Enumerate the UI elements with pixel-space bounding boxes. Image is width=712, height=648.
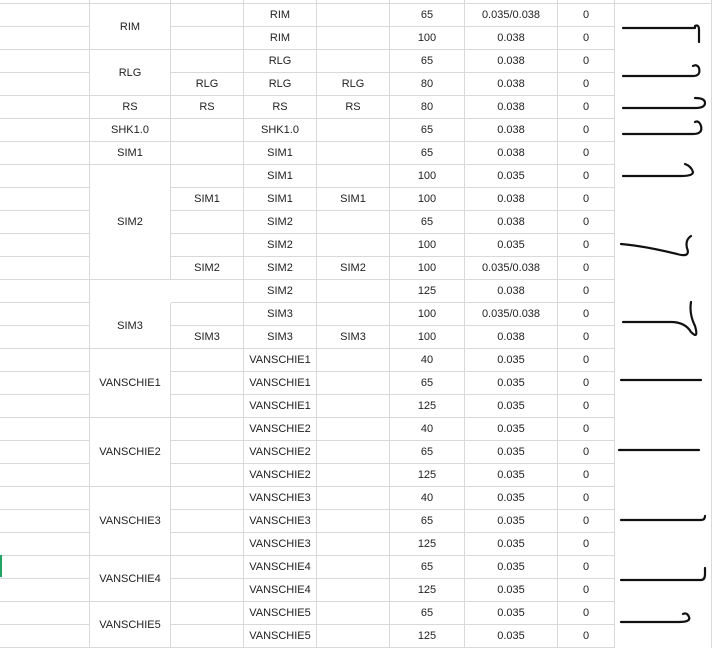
cell-b-merged[interactable]: VANSCHIE2 — [90, 418, 171, 487]
cell-e[interactable] — [317, 303, 390, 326]
cell-c[interactable] — [171, 395, 244, 418]
cell-f[interactable]: 65 — [390, 211, 465, 234]
shape-cell[interactable] — [615, 625, 712, 648]
cell-c[interactable] — [171, 4, 244, 27]
cell-e[interactable] — [317, 142, 390, 165]
row-cell-a[interactable] — [0, 96, 90, 119]
cell-f[interactable]: 65 — [390, 142, 465, 165]
cell-e[interactable] — [317, 510, 390, 533]
cell-e[interactable]: SIM2 — [317, 257, 390, 280]
cell-g[interactable]: 0.038 — [465, 326, 558, 349]
cell-h[interactable]: 0 — [558, 602, 615, 625]
cell-g[interactable]: 0.038 — [465, 211, 558, 234]
row-cell-a[interactable] — [0, 165, 90, 188]
cell-b-merged[interactable]: SIM2 — [90, 165, 171, 280]
hook-profile-path — [621, 236, 691, 255]
cell-h[interactable]: 0 — [558, 280, 615, 303]
cell-f[interactable]: 125 — [390, 579, 465, 602]
cell-h[interactable]: 0 — [558, 303, 615, 326]
cell-b-merged[interactable]: RS — [90, 96, 171, 119]
cell-c[interactable] — [171, 441, 244, 464]
cell-g[interactable]: 0.035 — [465, 349, 558, 372]
cell-c[interactable] — [171, 464, 244, 487]
row-cell-a[interactable] — [0, 303, 90, 326]
cell-e[interactable] — [317, 487, 390, 510]
cell-g[interactable]: 0.038 — [465, 142, 558, 165]
cell-e[interactable]: SIM1 — [317, 188, 390, 211]
cell-e[interactable] — [317, 211, 390, 234]
cell-e[interactable] — [317, 27, 390, 50]
cell-g[interactable]: 0.035 — [465, 395, 558, 418]
row-cell-a[interactable] — [0, 464, 90, 487]
cell-d[interactable]: SIM2 — [244, 211, 317, 234]
hook-profile-path — [623, 164, 693, 176]
cell-f[interactable]: 100 — [390, 303, 465, 326]
shape-cell[interactable] — [615, 533, 712, 556]
cell-g[interactable]: 0.038 — [465, 50, 558, 73]
cell-c[interactable]: SIM3 — [171, 326, 244, 349]
cell-h[interactable]: 0 — [558, 119, 615, 142]
cell-f[interactable]: 40 — [390, 487, 465, 510]
row-cell-a[interactable] — [0, 27, 90, 50]
row-cell-a[interactable] — [0, 349, 90, 372]
cell-h[interactable]: 0 — [558, 234, 615, 257]
hook-profile-path — [621, 568, 705, 580]
cell-f[interactable]: 125 — [390, 464, 465, 487]
cell-f[interactable]: 125 — [390, 395, 465, 418]
cell-c[interactable] — [171, 165, 244, 188]
cell-f[interactable]: 100 — [390, 326, 465, 349]
hook-profile-path — [623, 26, 699, 43]
cell-h[interactable]: 0 — [558, 556, 615, 579]
hook-down-small-icon — [615, 512, 711, 526]
cell-g[interactable]: 0.035 — [465, 556, 558, 579]
cell-d[interactable]: VANSCHIE5 — [244, 602, 317, 625]
row-cell-a[interactable] — [0, 50, 90, 73]
cell-g[interactable]: 0.035 — [465, 418, 558, 441]
row-cell-a[interactable] — [0, 257, 90, 280]
cell-c[interactable] — [171, 556, 244, 579]
cell-e[interactable] — [317, 280, 390, 303]
row-cell-a[interactable] — [0, 188, 90, 211]
cell-g[interactable]: 0.035/0.038 — [465, 257, 558, 280]
cell-b-merged[interactable]: SHK1.0 — [90, 119, 171, 142]
cell-c[interactable] — [171, 349, 244, 372]
row-cell-a[interactable] — [0, 441, 90, 464]
cell-g[interactable]: 0.035 — [465, 464, 558, 487]
cell-g[interactable]: 0.035 — [465, 579, 558, 602]
cell-c[interactable]: RLG — [171, 73, 244, 96]
cell-f[interactable]: 65 — [390, 4, 465, 27]
hook-v-icon — [615, 160, 711, 180]
cell-h[interactable]: 0 — [558, 4, 615, 27]
cell-g[interactable]: 0.035 — [465, 602, 558, 625]
hook-up-small-icon — [615, 566, 711, 584]
cell-h[interactable]: 0 — [558, 188, 615, 211]
cell-d[interactable]: VANSCHIE3 — [244, 533, 317, 556]
cell-h[interactable]: 0 — [558, 165, 615, 188]
row-cell-a[interactable] — [0, 211, 90, 234]
cell-h[interactable]: 0 — [558, 418, 615, 441]
cell-c[interactable] — [171, 418, 244, 441]
row-cell-a[interactable] — [0, 4, 90, 27]
cell-f[interactable]: 100 — [390, 257, 465, 280]
shape-cell[interactable] — [615, 418, 712, 441]
cell-b-merged[interactable]: SIM1 — [90, 142, 171, 165]
shape-cell[interactable] — [615, 188, 712, 211]
cell-h[interactable]: 0 — [558, 73, 615, 96]
row-cell-a[interactable] — [0, 280, 90, 303]
cell-b-merged[interactable]: VANSCHIE5 — [90, 602, 171, 648]
cell-c[interactable] — [171, 510, 244, 533]
cell-h[interactable]: 0 — [558, 96, 615, 119]
cell-h[interactable]: 0 — [558, 211, 615, 234]
cell-d[interactable]: SHK1.0 — [244, 119, 317, 142]
cell-f[interactable]: 65 — [390, 441, 465, 464]
cell-h[interactable]: 0 — [558, 625, 615, 648]
cell-f[interactable]: 40 — [390, 418, 465, 441]
hook-profile-path — [623, 98, 705, 108]
cell-d[interactable]: VANSCHIE3 — [244, 487, 317, 510]
cell-g[interactable]: 0.038 — [465, 96, 558, 119]
cell-e[interactable] — [317, 4, 390, 27]
cell-b-merged[interactable]: RLG — [90, 50, 171, 96]
row-cell-a[interactable] — [0, 234, 90, 257]
cell-e[interactable] — [317, 464, 390, 487]
hook-profile-path — [623, 302, 696, 335]
cell-g[interactable]: 0.035 — [465, 625, 558, 648]
cell-g[interactable]: 0.038 — [465, 27, 558, 50]
shape-cell[interactable] — [615, 487, 712, 510]
hook-profile-path — [621, 613, 689, 622]
cell-f[interactable]: 65 — [390, 556, 465, 579]
cell-d[interactable]: VANSCHIE4 — [244, 579, 317, 602]
cell-f[interactable]: 125 — [390, 625, 465, 648]
cell-d[interactable]: VANSCHIE3 — [244, 510, 317, 533]
row-cell-a[interactable] — [0, 625, 90, 648]
cell-f[interactable]: 100 — [390, 27, 465, 50]
cell-d[interactable]: VANSCHIE4 — [244, 556, 317, 579]
cell-e[interactable] — [317, 602, 390, 625]
cell-c[interactable] — [171, 487, 244, 510]
cell-h[interactable]: 0 — [558, 50, 615, 73]
cell-g[interactable]: 0.038 — [465, 119, 558, 142]
cell-e[interactable] — [317, 234, 390, 257]
cell-f[interactable]: 100 — [390, 234, 465, 257]
cell-e[interactable] — [317, 349, 390, 372]
cell-h[interactable]: 0 — [558, 372, 615, 395]
cell-e[interactable]: SIM3 — [317, 326, 390, 349]
cell-e[interactable] — [317, 165, 390, 188]
cell-b-merged[interactable]: SIM3 — [90, 303, 171, 349]
cell-d[interactable]: VANSCHIE1 — [244, 372, 317, 395]
cell-d[interactable]: SIM3 — [244, 326, 317, 349]
cell-d[interactable]: SIM3 — [244, 303, 317, 326]
cell-g[interactable]: 0.038 — [465, 188, 558, 211]
shape-cell[interactable] — [615, 464, 712, 487]
cell-c[interactable] — [171, 579, 244, 602]
cell-g[interactable]: 0.035/0.038 — [465, 4, 558, 27]
cell-h[interactable]: 0 — [558, 349, 615, 372]
cell-e[interactable] — [317, 556, 390, 579]
cell-d[interactable]: RLG — [244, 73, 317, 96]
cell-c[interactable] — [171, 119, 244, 142]
cell-g[interactable]: 0.035 — [465, 441, 558, 464]
cell-d[interactable]: VANSCHIE1 — [244, 395, 317, 418]
cell-f[interactable]: 65 — [390, 372, 465, 395]
cell-d[interactable]: VANSCHIE2 — [244, 464, 317, 487]
cell-d[interactable]: SIM2 — [244, 234, 317, 257]
row-cell-a[interactable] — [0, 487, 90, 510]
row-cell-a[interactable] — [0, 418, 90, 441]
cell-e[interactable]: RLG — [317, 73, 390, 96]
cell-e[interactable] — [317, 50, 390, 73]
cell-g[interactable]: 0.035 — [465, 533, 558, 556]
cell-h[interactable]: 0 — [558, 257, 615, 280]
cell-d[interactable]: RIM — [244, 27, 317, 50]
cell-g[interactable]: 0.035 — [465, 510, 558, 533]
cell-g[interactable]: 0.035/0.038 — [465, 303, 558, 326]
hook-u-up-icon — [615, 118, 711, 138]
cell-c[interactable] — [171, 372, 244, 395]
cell-c[interactable] — [171, 625, 244, 648]
cell-b-merged[interactable]: VANSCHIE3 — [90, 487, 171, 556]
row-cell-a[interactable] — [0, 510, 90, 533]
cell-e[interactable] — [317, 579, 390, 602]
cell-d[interactable]: SIM1 — [244, 188, 317, 211]
cell-d[interactable]: VANSCHIE2 — [244, 441, 317, 464]
cell-e[interactable] — [317, 395, 390, 418]
cell-f[interactable]: 125 — [390, 533, 465, 556]
cell-d[interactable]: VANSCHIE5 — [244, 625, 317, 648]
row-cell-a[interactable] — [0, 73, 90, 96]
shape-cell[interactable] — [615, 395, 712, 418]
cell-h[interactable]: 0 — [558, 27, 615, 50]
cell-c[interactable]: SIM2 — [171, 257, 244, 280]
cell-b-merged[interactable]: VANSCHIE1 — [90, 349, 171, 418]
cell-g[interactable]: 0.038 — [465, 73, 558, 96]
cell-h[interactable]: 0 — [558, 464, 615, 487]
cell-f[interactable]: 125 — [390, 280, 465, 303]
cell-d[interactable]: RS — [244, 96, 317, 119]
hook-down-icon — [615, 14, 711, 42]
cell-d[interactable]: SIM2 — [244, 257, 317, 280]
cell-h[interactable]: 0 — [558, 395, 615, 418]
cell-b-merged[interactable]: VANSCHIE4 — [90, 556, 171, 602]
cell-b-merged[interactable]: RIM — [90, 4, 171, 50]
cell-c[interactable] — [171, 280, 244, 303]
row-cell-a[interactable] — [0, 119, 90, 142]
cell-e[interactable]: RS — [317, 96, 390, 119]
cell-e[interactable] — [317, 119, 390, 142]
hook-tiny-icon — [615, 608, 711, 626]
hook-profile-path — [623, 65, 699, 76]
hook-u-icon — [615, 96, 711, 114]
cell-e[interactable] — [317, 372, 390, 395]
cell-c[interactable]: RS — [171, 96, 244, 119]
cell-c[interactable] — [171, 142, 244, 165]
cell-f[interactable]: 65 — [390, 510, 465, 533]
hook-profile-path — [623, 122, 701, 135]
cell-c[interactable] — [171, 211, 244, 234]
cell-c[interactable] — [171, 27, 244, 50]
row-cell-a[interactable] — [0, 602, 90, 625]
cell-f[interactable]: 100 — [390, 165, 465, 188]
hook-profile-path — [621, 516, 705, 520]
cell-h[interactable]: 0 — [558, 510, 615, 533]
shape-cell[interactable] — [615, 211, 712, 234]
cell-d[interactable]: SIM1 — [244, 142, 317, 165]
active-row-indicator — [0, 555, 2, 577]
cell-c[interactable] — [171, 602, 244, 625]
cell-g[interactable]: 0.035 — [465, 372, 558, 395]
cell-g[interactable]: 0.038 — [465, 280, 558, 303]
cell-d[interactable]: VANSCHIE2 — [244, 418, 317, 441]
cell-g[interactable]: 0.035 — [465, 165, 558, 188]
cell-d[interactable]: SIM2 — [244, 280, 317, 303]
cell-h[interactable]: 0 — [558, 441, 615, 464]
cell-h[interactable]: 0 — [558, 326, 615, 349]
cell-c[interactable] — [171, 303, 244, 326]
row-cell-a[interactable] — [0, 556, 90, 579]
straight-icon — [615, 444, 711, 454]
cell-h[interactable]: 0 — [558, 579, 615, 602]
cell-d[interactable]: RLG — [244, 50, 317, 73]
cell-c[interactable] — [171, 533, 244, 556]
cell-e[interactable] — [317, 441, 390, 464]
cell-d[interactable]: RIM — [244, 4, 317, 27]
cell-f[interactable]: 65 — [390, 50, 465, 73]
row-cell-a[interactable] — [0, 372, 90, 395]
cell-g[interactable]: 0.035 — [465, 234, 558, 257]
row-cell-a[interactable] — [0, 579, 90, 602]
row-cell-a[interactable] — [0, 395, 90, 418]
cell-c[interactable] — [171, 50, 244, 73]
hook-large2-icon — [615, 300, 711, 346]
cell-e[interactable] — [317, 625, 390, 648]
cell-f[interactable]: 80 — [390, 96, 465, 119]
cell-g[interactable]: 0.035 — [465, 487, 558, 510]
cell-f[interactable]: 40 — [390, 349, 465, 372]
cell-h[interactable]: 0 — [558, 142, 615, 165]
cell-e[interactable] — [317, 533, 390, 556]
row-cell-a[interactable] — [0, 326, 90, 349]
cell-f[interactable]: 65 — [390, 119, 465, 142]
cell-e[interactable] — [317, 418, 390, 441]
cell-c[interactable] — [171, 234, 244, 257]
cell-d[interactable]: SIM1 — [244, 165, 317, 188]
row-cell-a[interactable] — [0, 142, 90, 165]
cell-h[interactable]: 0 — [558, 487, 615, 510]
cell-h[interactable]: 0 — [558, 533, 615, 556]
hook-large-icon — [615, 232, 711, 272]
cell-d[interactable]: VANSCHIE1 — [244, 349, 317, 372]
cell-f[interactable]: 80 — [390, 73, 465, 96]
shape-cell[interactable] — [615, 349, 712, 372]
hook-loop-icon — [615, 58, 711, 82]
cell-f[interactable]: 100 — [390, 188, 465, 211]
cell-c[interactable]: SIM1 — [171, 188, 244, 211]
cell-f[interactable]: 65 — [390, 602, 465, 625]
row-cell-a[interactable] — [0, 533, 90, 556]
straight-short-icon — [615, 374, 711, 384]
